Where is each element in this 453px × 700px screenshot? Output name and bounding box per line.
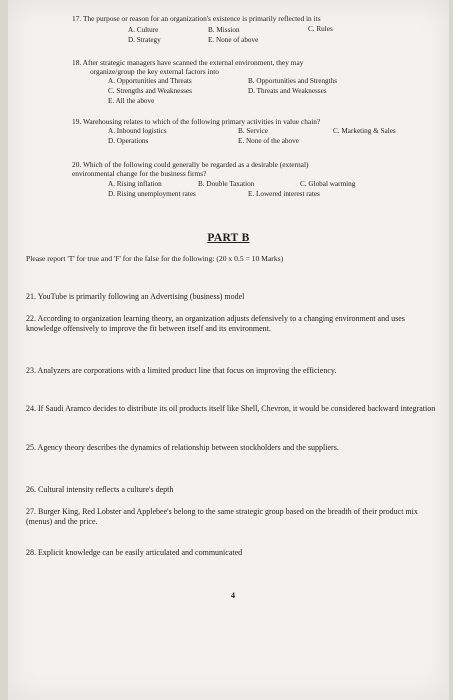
q18-option-d: D. Threats and Weaknesses — [248, 87, 327, 95]
q17-option-e: E. None of above — [208, 36, 259, 44]
question-17-stem: 17. The purpose or reason for an organization's existence is primarily reflected in its — [72, 14, 321, 23]
question-20-line1: 20. Which of the following could generally be regarded as a desirable (external) — [72, 160, 309, 169]
q20-option-d: D. Rising unemployment rates — [108, 190, 196, 198]
tf-item-26: 26. Cultural intensity reflects a culture's depth — [26, 485, 174, 494]
tf-item-23: 23. Analyzers are corporations with a limited product line that focus on improving the efficiency. — [26, 366, 337, 375]
q19-option-e: E. None of the above — [238, 137, 299, 145]
tf-item-27: 27. Burger King, Red Lobster and Applebee's belong to the same strategic group based on the breadth of their product mix (menus) and the price. — [26, 507, 418, 526]
q20-option-e: E. Lowered interest rates — [248, 190, 320, 198]
q18-option-e: E. All the above — [108, 97, 155, 105]
tf-item-22: 22. According to organization learning theory, an organization adjusts defensively to a changing environment and uses knowledge offensively to improve the fit between itself and its environment. — [26, 314, 405, 333]
q20-option-b: B. Double Taxation — [198, 180, 255, 188]
q17-option-a: A. Culture — [128, 26, 159, 34]
q17-option-c: C. Rules — [308, 25, 333, 33]
tf-item-28: 28. Explicit knowledge can be easily articulated and communicated — [26, 548, 243, 557]
tf-item-24: 24. If Saudi Aramco decides to distribute its oil products itself like Shell, Chevron, it would be considered backward integration — [26, 404, 436, 413]
q18-option-b: B. Opportunities and Strengths — [248, 77, 338, 85]
q19-option-a: A. Inbound logistics — [108, 127, 167, 135]
q18-option-a: A. Opportunities and Threats — [108, 77, 192, 85]
tf-item-25: 25. Agency theory describes the dynamics of relationship between stockholders and the suppliers. — [26, 443, 339, 452]
q19-option-d: D. Operations — [108, 137, 149, 145]
question-19-stem: 19. Warehousing relates to which of the following primary activities in value chain? — [72, 117, 321, 126]
tf-item-21: 21. YouTube is primarily following an Advertising (business) model — [26, 292, 245, 301]
q20-option-c: C. Global warming — [300, 180, 356, 188]
page-number: 4 — [231, 591, 235, 600]
q19-option-b: B. Service — [238, 127, 268, 135]
q18-option-c: C. Strengths and Weaknesses — [108, 87, 192, 95]
q17-option-d: D. Strategy — [128, 36, 161, 44]
q20-option-a: A. Rising inflation — [108, 180, 162, 188]
question-20-line2: environmental change for the business firms? — [72, 169, 207, 178]
part-b-heading: PART B — [207, 232, 250, 244]
question-18-line2: organize/group the key external factors into — [90, 67, 219, 76]
exam-page — [8, 0, 449, 700]
question-18-line1: 18. After strategic managers have scanned the external environment, they may — [72, 58, 304, 67]
q19-option-c: C. Marketing & Sales — [333, 127, 396, 135]
q17-option-b: B. Mission — [208, 26, 240, 34]
part-b-instruction: Please report 'T' for true and 'F' for the false for the following: (20 x 0.5 = 10 Marks) — [26, 254, 284, 263]
